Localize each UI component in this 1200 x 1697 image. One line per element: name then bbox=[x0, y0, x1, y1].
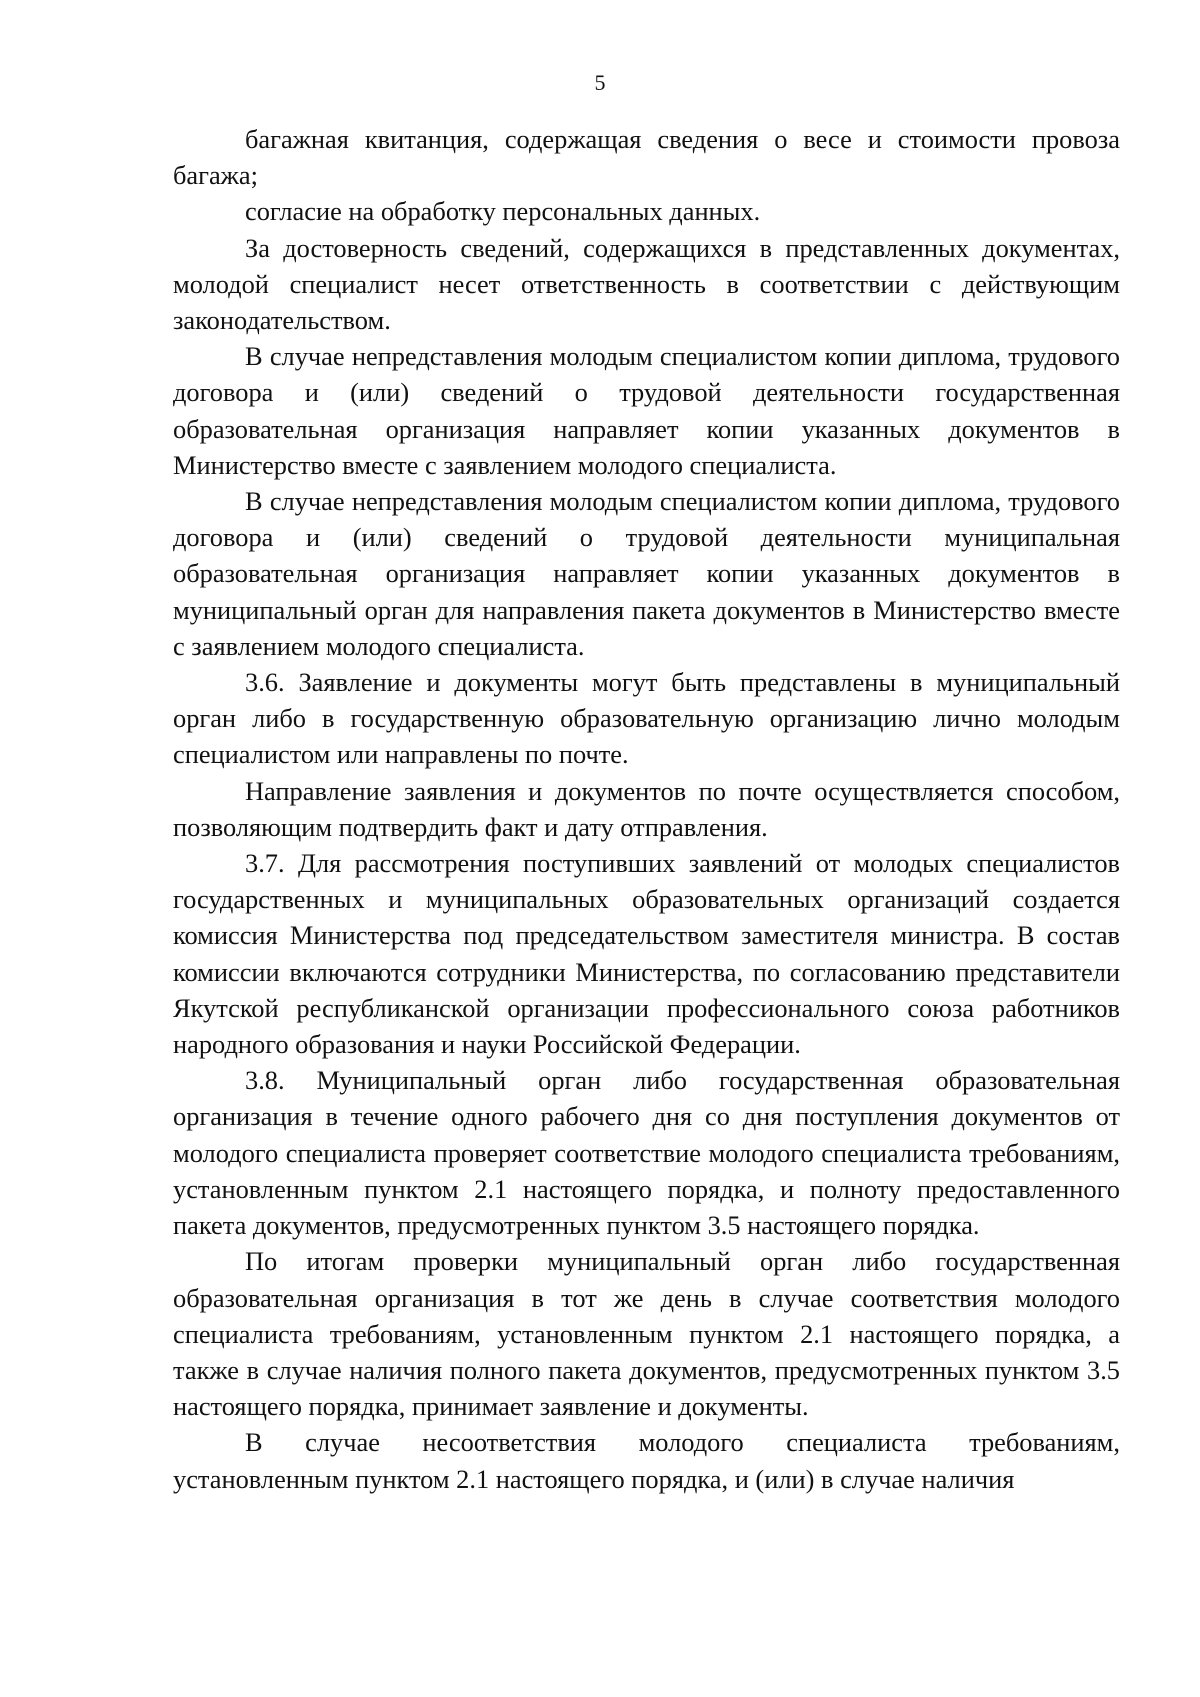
paragraph-nonconformity: В случае несоответствия молодого специалиста требованиям, установленным пунктом 2.1 настоящего порядка, и (или) в случае наличия bbox=[173, 1427, 1120, 1494]
paragraph-baggage-receipt: багажная квитанция, содержащая сведения о весе и стоимости провоза багажа; bbox=[173, 124, 1120, 191]
paragraph-responsibility: За достоверность сведений, содержащихся в представленных документах, молодой специалист несет ответственность в соответствии с действующим законодательством. bbox=[173, 232, 1120, 336]
document-body bbox=[173, 121, 1120, 1497]
paragraph-verification-results: По итогам проверки муниципальный орган либо государственная образовательная организация в тот же день в случае соответствия молодого специалиста требованиям, установленным пунктом 2.1 настоящего порядка, а также в случае наличия полного пакета документов, предусмотренных пунктом 3.5 настоящего порядка, принимает заявление и документы. bbox=[173, 1246, 1120, 1422]
page-number: 5 bbox=[594, 70, 606, 95]
paragraph-state-org-copies: В случае непредставления молодым специалистом копии диплома, трудового договора и (или) сведений о трудовой деятельности государственная образовательная организация направляет копии указанных документов в Министерство вместе с заявлением молодого специалиста. bbox=[173, 341, 1120, 480]
paragraph-municipal-org-copies: В случае непредставления молодым специалистом копии диплома, трудового договора и (или) сведений о трудовой деятельности муниципальная образовательная организация направляет копии указанных документов в муниципальный орган для направления пакета документов в Министерство вместе с заявлением молодого специалиста. bbox=[173, 486, 1120, 661]
paragraph-postal-submission: Направление заявления и документов по почте осуществляется способом, позволяющим подтвердить факт и дату отправления. bbox=[173, 775, 1120, 842]
paragraph-3-7: 3.7. Для рассмотрения поступивших заявлений от молодых специалистов государственных и муниципальных образовательных организаций создается комиссия Министерства под председательством заместителя министра. В состав комиссии включаются сотрудники Министерства, по согласованию представители Якутской республиканской организации профессионального союза работников народного образования и науки Российской Федерации. bbox=[173, 848, 1120, 1060]
paragraph-3-6: 3.6. Заявление и документы могут быть представлены в муниципальный орган либо в государственную образовательную организацию лично молодым специалистом или направлены по почте. bbox=[173, 667, 1120, 770]
paragraph-3-8: 3.8. Муниципальный орган либо государственная образовательная организация в течение одного рабочего дня со дня поступления документов от молодого специалиста проверяет соответствие молодого специалиста требованиям, установленным пунктом 2.1 настоящего порядка, и полноту предоставленного пакета документов, предусмотренных пунктом 3.5 настоящего порядка. bbox=[173, 1065, 1120, 1241]
paragraph-personal-data-consent: согласие на обработку персональных данных. bbox=[245, 196, 761, 227]
